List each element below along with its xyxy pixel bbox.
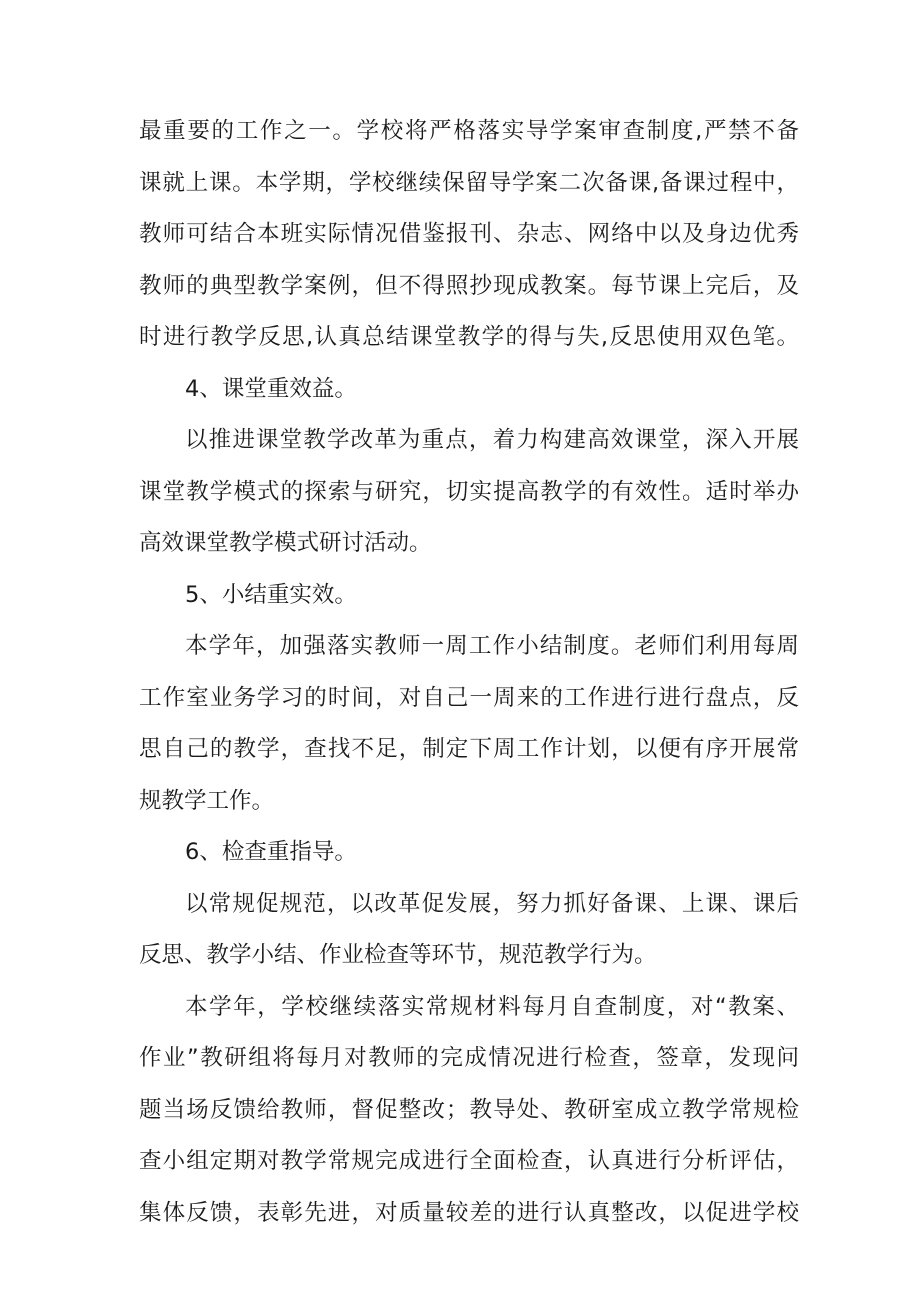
paragraph-last-line: 反思、教学小结、作业检查等环节，规范教学行为。 xyxy=(139,942,657,968)
section-heading: 6、检查重指导。 xyxy=(185,839,357,865)
section-heading: 5、小结重实效。 xyxy=(185,581,357,608)
section-heading: 4、课堂重效益。 xyxy=(185,375,357,402)
text-line: 思自己的教学，查找不足，制定下周工作计划，以便有序开展常 xyxy=(139,736,799,762)
paragraph-first-line: 以推进课堂教学改革为重点，着力构建高效课堂，深入开展 xyxy=(185,427,799,453)
paragraph-first-line: 本学年，学校继续落实常规材料每月自查制度，对“教案、 xyxy=(185,993,799,1020)
text-line: 时进行教学反思,认真总结课堂教学的得与失,反思使用双色笔。 xyxy=(139,324,799,350)
paragraph-first-line: 本学年，加强落实教师一周工作小结制度。老师们利用每周 xyxy=(185,633,799,659)
text-line: 教师的典型教学案例，但不得照抄现成教案。每节课上完后，及 xyxy=(139,272,799,299)
text-line: 课就上课。本学期，学校继续保留导学案二次备课,备课过程中， xyxy=(139,169,799,196)
text-line: 作业”教研组将每月对教师的完成情况进行检查，签章，发现问 xyxy=(139,1045,799,1071)
text-line: 查小组定期对教学常规完成进行全面检查，认真进行分析评估， xyxy=(139,1148,799,1174)
paragraph-last-line: 规教学工作。 xyxy=(139,787,275,814)
text-line: 集体反馈，表彰先进，对质量较差的进行认真整改，以促进学校 xyxy=(139,1199,799,1226)
text-line: 教师可结合本班实际情况借鉴报刊、杂志、网络中以及身边优秀 xyxy=(139,221,799,247)
text-line: 课堂教学模式的探索与研究，切实提高教学的有效性。适时举办 xyxy=(139,478,799,505)
paragraph-last-line: 高效课堂教学模式研讨活动。 xyxy=(139,530,432,556)
paragraph-first-line: 以常规促规范，以改革促发展，努力抓好备课、上课、课后 xyxy=(185,890,799,917)
body-text xyxy=(139,106,799,1239)
text-line: 题当场反馈给教师，督促整改；教导处、教研室成立教学常规检 xyxy=(139,1096,799,1123)
text-line: 工作室业务学习的时间，对自己一周来的工作进行进行盘点，反 xyxy=(139,684,799,711)
text-line: 最重要的工作之一。学校将严格落实导学案审查制度,严禁不备 xyxy=(139,118,799,144)
